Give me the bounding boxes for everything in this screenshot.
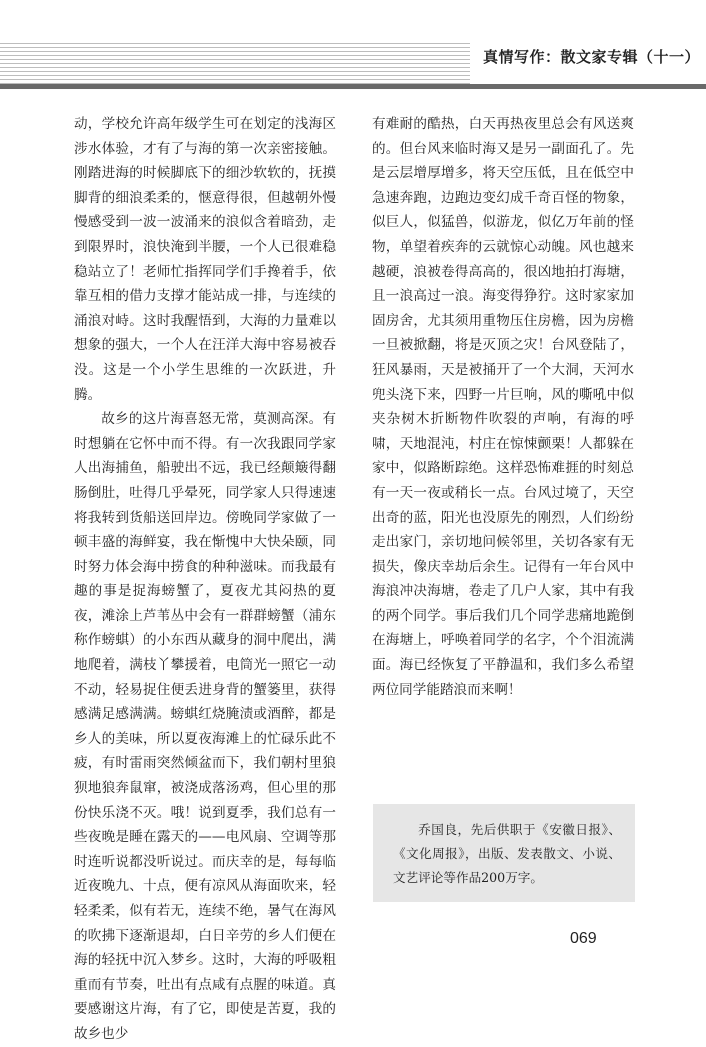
header-rule <box>0 84 706 89</box>
author-bio-box <box>373 804 635 902</box>
header-decorative-stripes <box>0 42 470 84</box>
article-column-right <box>372 112 634 702</box>
paragraph: 有难耐的酷热，白天再热夜里总会有风送爽的。但台风来临时海又是另一副面孔了。先是云层增厚增多，将天空压低，且在低空中急速奔跑，边跑边变幻成千奇百怪的物象，似巨人，似猛兽，似游龙，似亿万年前的怪物，单望着疾奔的云就惊心动魄。风也越来越硬，浪被卷得高高的，很凶地拍打海塘，且一浪高过一浪。海变得狰狞。这时家家加固房舍，尤其须用重物压住房檐，因为房檐一旦被掀翻，将是灭顶之灾！台风登陆了，狂风暴雨，天是被捅开了一个大洞，天河水兜头浇下来，四野一片巨响，风的嘶吼中似夹杂树木折断物件吹裂的声响，有海的呼啸，天地混沌，村庄在惊悚颤栗！人都躲在家中，似路断踪绝。这样恐怖难捱的时刻总有一天一夜或稍长一点。台风过境了，天空出奇的蓝，阳光也没原先的刚烈，人们纷纷走出家门，亲切地问候邻里，关切各家有无损失，像庆幸劫后余生。记得有一年台风中海浪冲决海塘，卷走了几户人家，其中有我的两个同学。事后我们几个同学悲痛地跪倒在海塘上，呼唤着同学的名字，个个泪流满面。海已经恢复了平静温和，我们多么希望两位同学能踏浪而来啊！ <box>372 116 634 698</box>
page-number: 069 <box>570 930 597 947</box>
paragraph: 动，学校允许高年级学生可在划定的浅海区涉水体验，才有了与海的第一次亲密接触。刚踏进海的时候脚底下的细沙软软的，抚摸脚背的细浪柔柔的，惬意得很，但越朝外慢慢感受到一波一波涌来的浪似含着暗劲，走到限界时，浪快淹到半腰，一个人已很难稳稳站立了！老师忙指挥同学们手搀着手，依靠互相的借力支撑才能站成一排，与连续的涌浪对峙。这时我醒悟到，大海的力量难以想象的强大，一个人在汪洋大海中容易被吞没。这是一个小学生思维的一次跃进，升腾。 <box>74 116 336 403</box>
section-title: 真情写作：散文家专辑（十一） <box>482 48 700 66</box>
paragraph: 故乡的这片海喜怒无常，莫测高深。有时想躺在它怀中而不得。有一次我跟同学家人出海捕鱼，船驶出不远，我已经颠簸得翻肠倒肚，吐得几乎晕死，同学家人只得速速将我转到货船送回岸边。傍晚同学家做了一顿丰盛的海鲜宴，我在惭愧中大快朵颐，同时努力体会海中捞食的种种滋味。而我最有趣的事是捉海螃蟹了，夏夜尤其闷热的夏夜，滩涂上芦苇丛中会有一群群螃蟹（浦东称作螃蜞）的小东西从藏身的洞中爬出，满地爬着，满枝丫攀援着，电筒光一照它一动不动，轻易捉住便丢进身背的蟹篓里，获得感满足感满满。螃蜞红烧腌渍或酒醉，都是乡人的美味，所以夏夜海滩上的忙碌乐此不疲，有时雷雨突然倾盆而下，我们朝村里狼狈地狼奔鼠窜，被浇成落汤鸡，但心里的那份快乐浇不灭。哦！说到夏季，我们总有一些夜晚是睡在露天的——电风扇、空调等那时连听说都没听说过。而庆幸的是，每每临近夜晚九、十点，便有凉风从海面吹来，轻轻柔柔，似有若无，连续不绝，暑气在海风的吹拂下逐渐退却，白日辛劳的乡人们便在海的轻抚中沉入梦乡。这时，大海的呼吸粗重而有节奏，吐出有点咸有点腥的味道。真要感谢这片海，有了它，即使是苦夏，我的故乡也少 <box>74 411 336 1042</box>
author-bio-text: 乔国良，先后供职于《安徽日报》、《文化周报》，出版、发表散文、小说、文艺评论等作品200万字。 <box>393 822 621 885</box>
article-column-left <box>74 112 336 1047</box>
